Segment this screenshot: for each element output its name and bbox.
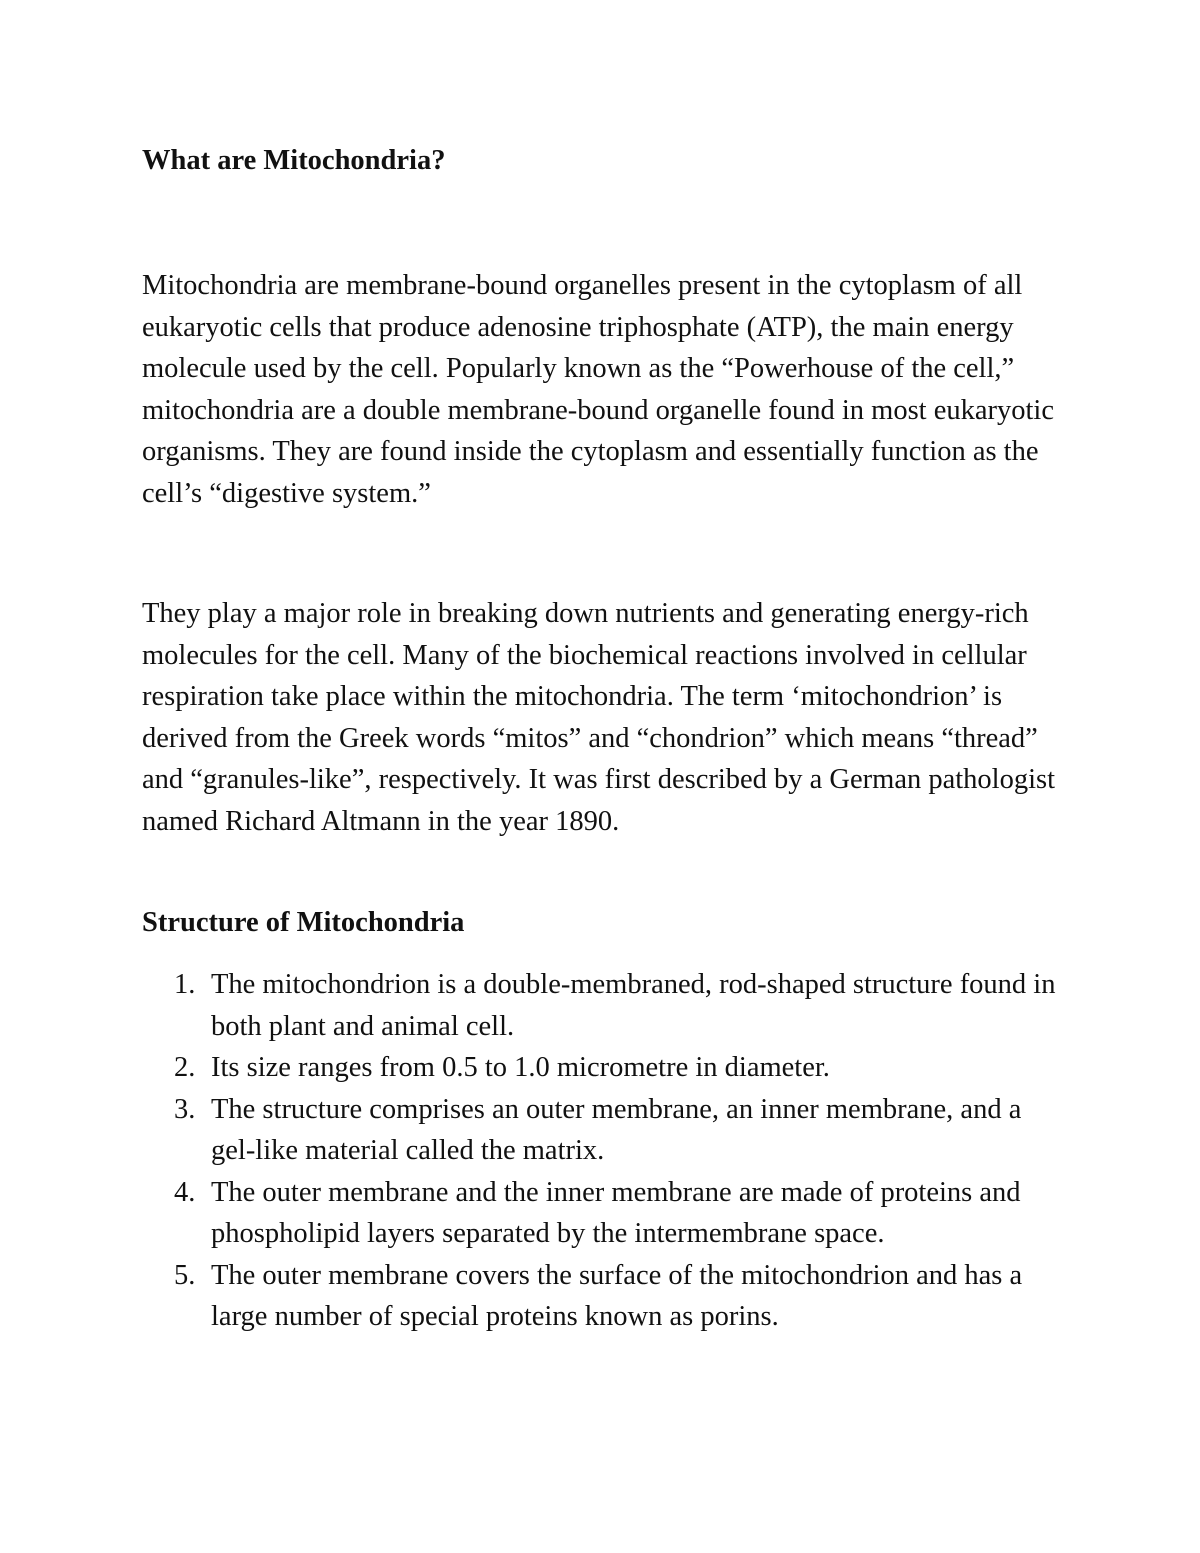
list-item-number: 5. [174,1259,196,1291]
document-content [142,140,1072,1332]
list-item-text: The outer membrane and the inner membrane are made of proteins and phospholipid layers separated by the intermembrane space. [211,1176,1021,1249]
list-item-number: 3. [174,1093,196,1125]
list-item-text: Its size ranges from 0.5 to 1.0 micrometre in diameter. [211,1052,830,1083]
list-item [142,1172,1072,1255]
list-item-text: The structure comprises an outer membrane, an inner membrane, and a gel-like material called the matrix. [211,1093,1022,1166]
list-item [142,1089,1072,1172]
list-item [142,1047,1072,1089]
list-item [142,964,1072,1047]
list-item [142,1255,1072,1338]
list-item-number: 2. [174,1052,196,1083]
section-heading-structure: Structure of Mitochondria [142,907,465,938]
paragraph-intro: Mitochondria are membrane-bound organelles present in the cytoplasm of all eukaryotic cells that produce adenosine triphosphate (ATP), the main energy molecule used by the cell. Popularly known as the “Powerhouse of the cell,” mitochondria are a double membrane-bound organelle found in most eukaryotic organisms. They are found inside the cytoplasm and essentially function as the cell’s “digestive system.” [142,270,1054,509]
list-item-text: The mitochondrion is a double-membraned, rod-shaped structure found in both plant and animal cell. [211,969,1056,1042]
list-item-number: 4. [174,1176,196,1208]
list-item-number: 1. [174,969,196,1000]
paragraph-role: They play a major role in breaking down nutrients and generating energy-rich molecules for the cell. Many of the biochemical reactions involved in cellular respiration take place within the mitochondria. The term ‘mitochondrion’ is derived from the Greek words “mitos” and “chondrion” which means “thread” and “granules-like”, respectively. It was first described by a German pathologist named Richard Altmann in the year 1890. [142,598,1056,837]
document-title: What are Mitochondria? [142,145,446,176]
structure-list [142,964,1072,1338]
list-item-text: The outer membrane covers the surface of the mitochondrion and has a large number of special proteins known as porins. [211,1259,1023,1332]
